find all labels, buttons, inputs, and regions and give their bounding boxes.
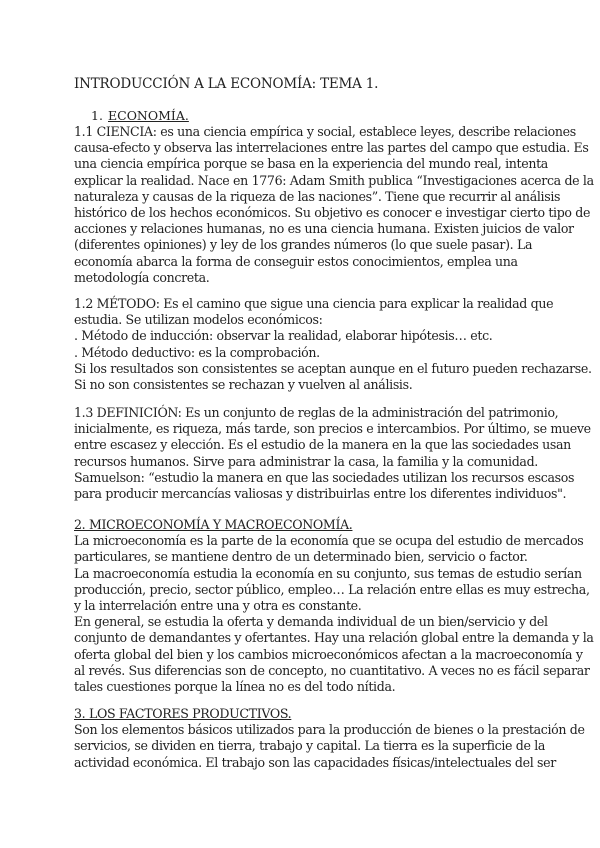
section-1-title: ECONOMÍA. bbox=[108, 108, 189, 123]
section-1-heading bbox=[91, 108, 189, 123]
text-line: entre escasez y elección. Es el estudio de la manera en la que las sociedades usan bbox=[74, 437, 571, 453]
text-line: conjunto de demandantes y ofertantes. Hay una relación global entre la demanda y la bbox=[74, 630, 594, 646]
text-line: inicialmente, es riqueza, más tarde, son precios e intercambios. Por último, se mueve bbox=[74, 421, 591, 437]
text-line: explicar la realidad. Nace en 1776: Adam Smith publica “Investigaciones acerca de la bbox=[74, 172, 594, 188]
text-line: metodología concreta. bbox=[74, 269, 210, 285]
text-line: 1.2 MÉTODO: Es el camino que sigue una ciencia para explicar la realidad que bbox=[74, 296, 554, 311]
text-line: una ciencia empírica porque se basa en la experiencia del mundo real, intenta bbox=[74, 156, 548, 172]
text-line: naturaleza y causas de la riqueza de las naciones”. Tiene que recurrir al análisis bbox=[74, 188, 561, 204]
text-line: servicios, se dividen en tierra, trabajo y capital. La tierra es la superficie de la bbox=[74, 738, 546, 754]
text-line: Samuelson: “estudio la manera en que las sociedades utilizan los recursos escasos bbox=[74, 469, 575, 485]
text-line: economía abarca la forma de conseguir estos conocimientos, emplea una bbox=[74, 253, 518, 269]
text-line: estudia. Se utilizan modelos económicos: bbox=[74, 312, 323, 328]
document-title: INTRODUCCIÓN A LA ECONOMÍA: TEMA 1. bbox=[74, 76, 379, 92]
text-line: 1.3 DEFINICIÓN: Es un conjunto de reglas de la administración del patrimonio, bbox=[74, 405, 559, 420]
text-line: En general, se estudia la oferta y demanda individual de un bien/servicio y del bbox=[74, 614, 548, 630]
paragraph-ciencia bbox=[74, 124, 594, 286]
text-line: recursos humanos. Sirve para administrar la casa, la familia y la comunidad. bbox=[74, 453, 538, 469]
section-3-heading: 3. LOS FACTORES PRODUCTIVOS. bbox=[74, 706, 292, 721]
section-2-heading: 2. MICROECONOMÍA Y MACROECONOMÍA. bbox=[74, 517, 353, 532]
text-line: (diferentes opiniones) y ley de los grandes números (lo que suele pasar). La bbox=[74, 237, 533, 253]
text-line: Son los elementos básicos utilizados para la producción de bienes o la prestación de bbox=[74, 722, 585, 738]
text-line: al revés. Sus diferencias son de concepto, no cuantitativo. A veces no es fácil separar bbox=[74, 662, 590, 678]
text-line: oferta global del bien y los cambios microeconómicos afectan a la macroeconomía y bbox=[74, 646, 583, 662]
text-line: histórico de los hechos económicos. Su objetivo es conocer e investigar cierto tipo de bbox=[74, 205, 591, 221]
text-line: . Método deductivo: es la comprobación. bbox=[74, 344, 320, 360]
text-line: La microeconomía es la parte de la economía que se ocupa del estudio de mercados bbox=[74, 533, 584, 549]
text-line: tales cuestiones porque la línea no es del todo nítida. bbox=[74, 679, 396, 695]
text-line: y la interrelación entre una y otra es constante. bbox=[74, 598, 362, 614]
text-line: Si los resultados son consistentes se aceptan aunque en el futuro pueden rechazarse. bbox=[74, 360, 592, 376]
paragraph-definicion bbox=[74, 405, 591, 502]
section-3 bbox=[74, 706, 585, 771]
text-line: para producir mercancías valiosas y distribuirlas entre los diferentes individuos". bbox=[74, 486, 567, 502]
text-line: . Método de inducción: observar la realidad, elaborar hipótesis… etc. bbox=[74, 328, 493, 344]
text-line: particulares, se mantiene dentro de un determinado bien, servicio o factor. bbox=[74, 549, 528, 565]
section-1-number: 1. bbox=[91, 108, 103, 123]
text-line: producción, precio, sector público, empleo… La relación entre ellas es muy estrecha, bbox=[74, 581, 590, 597]
text-line: causa-efecto y observa las interrelaciones entre las partes del campo que estudia. Es bbox=[74, 140, 589, 156]
paragraph-metodo bbox=[74, 296, 592, 393]
section-2 bbox=[74, 517, 594, 695]
text-line: 1.1 CIENCIA: es una ciencia empírica y social, establece leyes, describe relaciones bbox=[74, 124, 576, 139]
text-line: actividad económica. El trabajo son las capacidades físicas/intelectuales del ser bbox=[74, 754, 556, 770]
text-line: acciones y relaciones humanas, no es una ciencia humana. Existen juicios de valor bbox=[74, 221, 574, 237]
text-line: La macroeconomía estudia la economía en su conjunto, sus temas de estudio serían bbox=[74, 565, 582, 581]
text-line: Si no son consistentes se rechazan y vuelven al análisis. bbox=[74, 377, 413, 393]
